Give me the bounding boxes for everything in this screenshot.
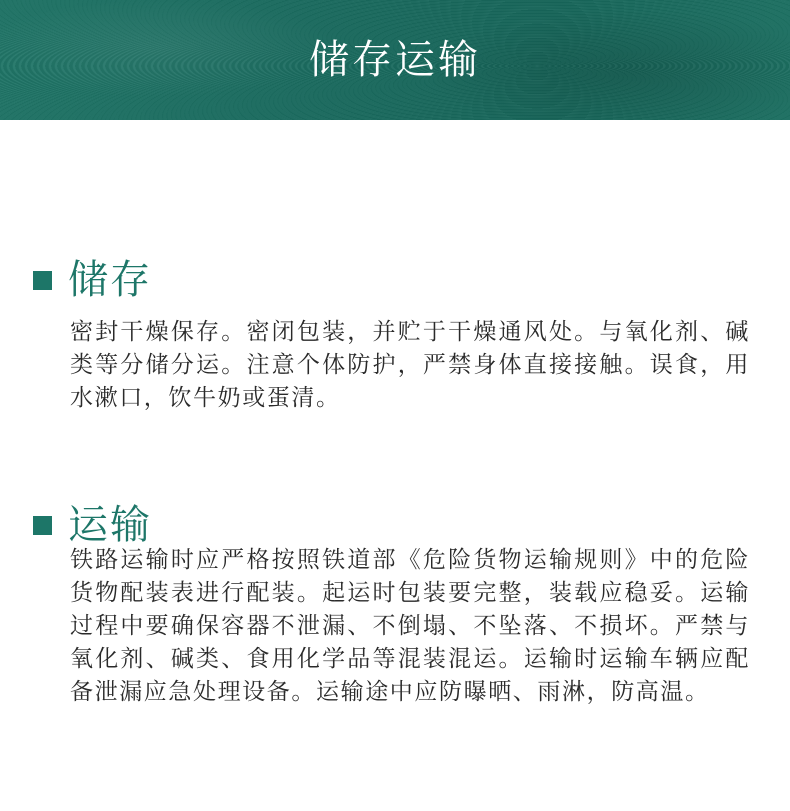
transport-text: 铁路运输时应严格按照铁道部《危险货物运输规则》中的危险货物配装表进行配装。起运时包装要完整，装载应稳妥。运输过程中要确保容器不泄漏、不倒塌、不坠落、不损坏。严禁与氧化剂、碱类、食用化学品等混装混运。运输时运输车辆应配备泄漏应急处理设备。运输途中应防曝晒、雨淋，防高温。	[70, 547, 750, 705]
storage-title: 储存	[68, 257, 152, 303]
header-banner	[0, 0, 790, 120]
storage-header	[33, 252, 152, 308]
storage-text: 密封干燥保存。密闭包装，并贮于干燥通风处。与氧化剂、碱类等分储分运。注意个体防护，严禁身体直接接触。误食，用水漱口，饮牛奶或蛋清。	[70, 319, 750, 411]
page-title: 储存运输	[309, 37, 481, 83]
square-bullet-icon	[33, 271, 52, 290]
transport-title: 运输	[68, 502, 152, 548]
square-bullet-icon	[33, 516, 52, 535]
